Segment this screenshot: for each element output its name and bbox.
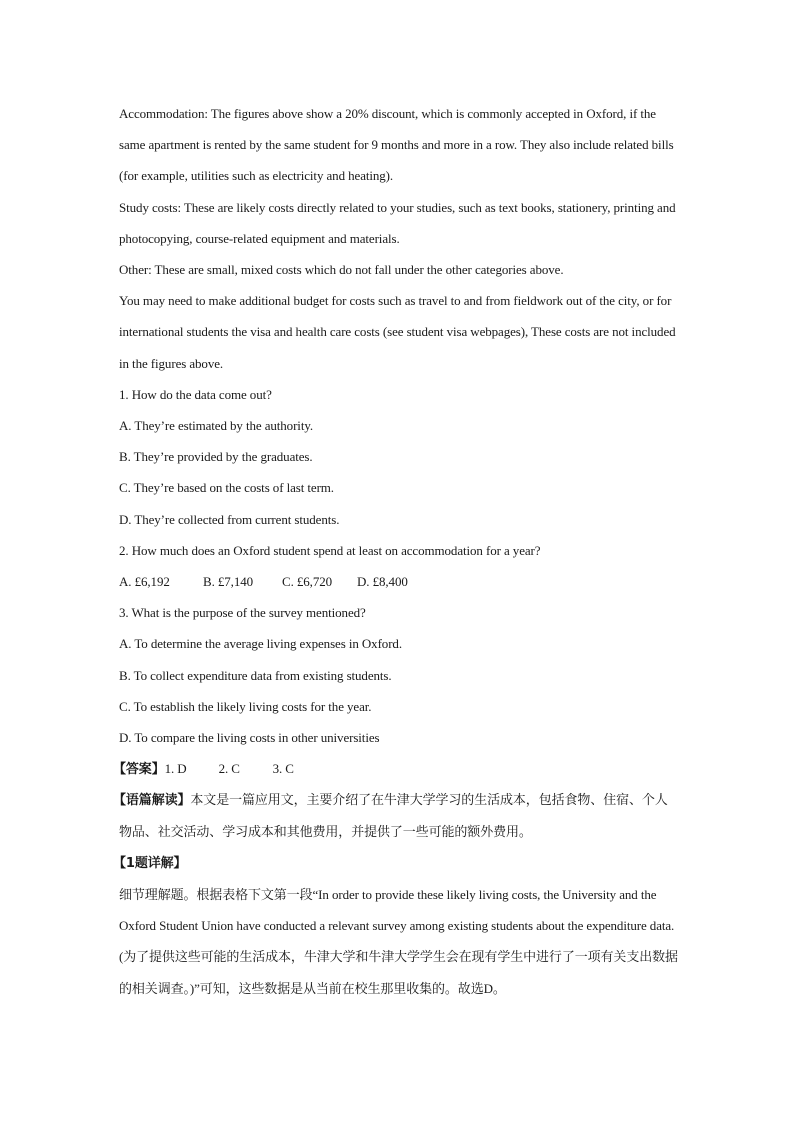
answer-label: 【答案】: [113, 762, 165, 778]
answer-2: 2. C: [218, 761, 240, 777]
question-2-stem: 2. How much does an Oxford student spend at least on accommodation for a year?: [119, 542, 541, 558]
question-1-option-a: A. They’re estimated by the authority.: [119, 418, 314, 434]
study-costs-paragraph: Study costs: These are likely costs directly related to your studies, such as text books, stationery, printing and photocopying, course-related equipment and materials.: [119, 199, 676, 246]
detail-1-label: 【1题详解】: [113, 855, 187, 871]
additional-costs-paragraph: You may need to make additional budget for costs such as travel to and from fieldwork out of the city, or for international students the visa and health care costs (see student visa webpages), These costs are not included in the figures above.: [119, 293, 676, 371]
interpretation-text: 本文是一篇应用文，主要介绍了在牛津大学学习的生活成本，包括食物、住宿、个人物品、社交活动、学习成本和其他费用，并提供了一些可能的额外费用。: [119, 793, 668, 840]
question-1-option-d: D. They’re collected from current students.: [119, 511, 340, 527]
question-1-stem: 1. How do the data come out?: [119, 386, 272, 402]
detail-1-heading: [113, 848, 679, 879]
question-1-option-c: C. They’re based on the costs of last term.: [119, 480, 334, 496]
question-2-option-c: C. £6,720: [282, 574, 333, 590]
question-3-option-d: D. To compare the living costs in other universities: [119, 730, 380, 746]
detail-1-text: 细节理解题。根据表格下文第一段“In order to provide these likely living costs, the University and the Oxford Student Union have conducted a relevant survey among existing students about the expenditure data.(为了提供这些可能的生活成本，牛津大学和牛津大学学生会在现有学生中进行了一项有关支出数据的相关调查。)”可知，这些数据是从当前在校生那里收集的。故选D。: [119, 887, 678, 996]
other-paragraph: Other: These are small, mixed costs which do not fall under the other categories above.: [119, 262, 564, 278]
interpretation-label: 【语篇解读】: [113, 793, 191, 809]
question-1-option-b: B. They’re provided by the graduates.: [119, 449, 313, 465]
document-body: [113, 98, 679, 1004]
question-3-stem: 3. What is the purpose of the survey mentioned?: [119, 605, 366, 621]
answer-3: 3. C: [272, 761, 294, 777]
accommodation-paragraph: Accommodation: The figures above show a 20% discount, which is commonly accepted in Oxford, if the same apartment is rented by the same student for 9 months and more in a row. They also include related bills (for example, utilities such as electricity and heating).: [119, 106, 674, 184]
question-2-options: [119, 566, 679, 597]
question-2-option-d: D. £8,400: [357, 574, 408, 590]
interpretation-paragraph: [113, 785, 679, 847]
question-3-option-c: C. To establish the likely living costs for the year.: [119, 698, 372, 714]
question-2-option-a: A. £6,192: [119, 574, 170, 590]
question-3-option-b: B. To collect expenditure data from existing students.: [119, 667, 392, 683]
answer-1: 1. D: [164, 761, 187, 777]
question-3-option-a: A. To determine the average living expenses in Oxford.: [119, 636, 402, 652]
question-2-option-b: B. £7,140: [203, 574, 254, 590]
answer-line: [113, 753, 679, 785]
